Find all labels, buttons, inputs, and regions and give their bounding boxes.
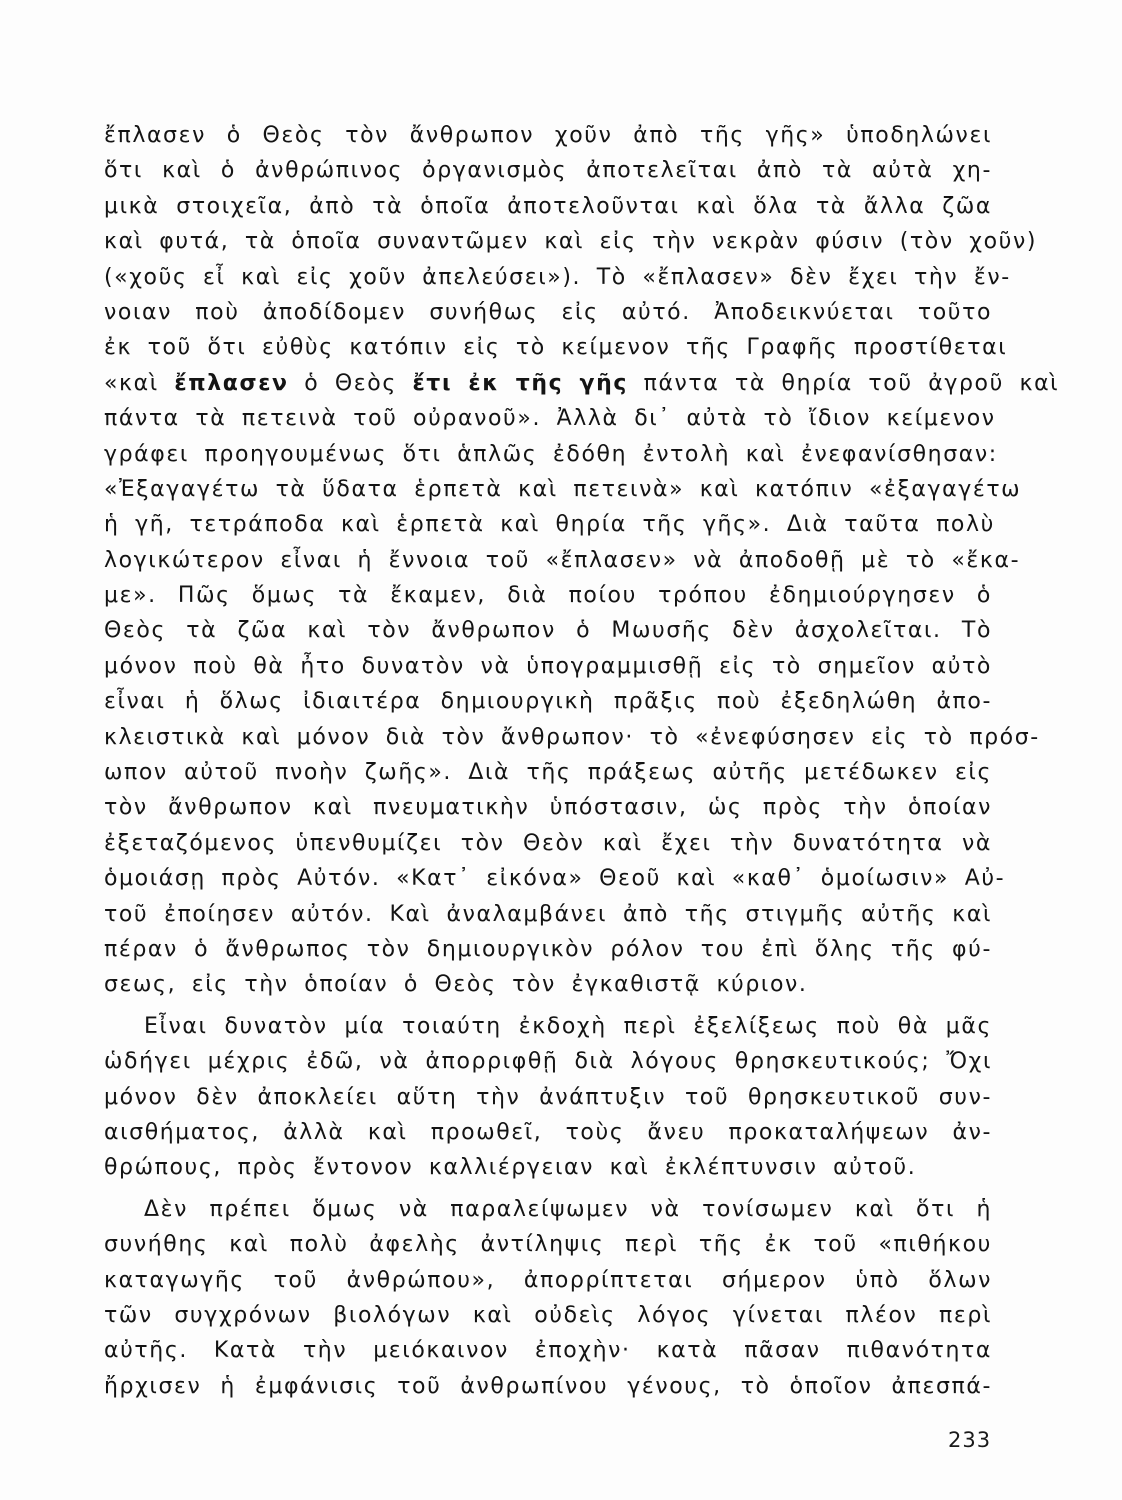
text-line: μόνον δὲν ἀποκλείει αὕτη τὴν ἀνάπτυξιν τοῦ θρησκευτικοῦ συν- xyxy=(104,1084,992,1110)
text-line: τὸν ἄνθρωπον καὶ πνευματικὴν ὑπόστασιν, ὡς πρὸς τὴν ὁποίαν xyxy=(104,795,992,821)
paragraph xyxy=(104,1009,992,1186)
text-line: ἐκ τοῦ ὅτι εὐθὺς κατόπιν εἰς τὸ κείμενον τῆς Γραφῆς προστίθεται xyxy=(104,335,1008,361)
text-line: νοιαν ποὺ ἀποδίδομεν συνήθως εἰς αὐτό. Ἀποδεικνύεται τοῦτο xyxy=(104,299,992,325)
text-line: Θεὸς τὰ ζῶα καὶ τὸν ἄνθρωπον ὁ Μωυσῆς δὲν ἀσχολεῖται. Τὸ xyxy=(104,618,992,644)
text-line: πάντα τὰ πετεινὰ τοῦ οὐρανοῦ». Ἀλλὰ δι᾿ αὐτὰ τὸ ἴδιον κείμενον xyxy=(104,406,996,432)
text-line: ωπον αὐτοῦ πνοὴν ζωῆς». Διὰ τῆς πράξεως αὐτῆς μετέδωκεν εἰς xyxy=(104,760,992,786)
text-segment: πάντα τὰ θηρία τοῦ ἀγροῦ καὶ xyxy=(628,370,1060,396)
text-line: γράφει προηγουμένως ὅτι ἁπλῶς ἐδόθη ἐντολὴ καὶ ἐνεφανίσθησαν: xyxy=(104,441,998,467)
text-line: με». Πῶς ὅμως τὰ ἔκαμεν, διὰ ποίου τρόπου ἐδημιούργησεν ὁ xyxy=(104,583,992,609)
text-line: σεως, εἰς τὴν ὁποίαν ὁ Θεὸς τὸν ἐγκαθιστᾷ κύριον. xyxy=(104,972,808,998)
text-line: Δὲν πρέπει ὅμως νὰ παραλείψωμεν νὰ τονίσωμεν καὶ ὅτι ἡ xyxy=(144,1196,992,1222)
text-line: ἐξεταζόμενος ὑπενθυμίζει τὸν Θεὸν καὶ ἔχει τὴν δυνατότητα νὰ xyxy=(104,830,992,856)
bold-phrase: ἔτι ἐκ τῆς γῆς xyxy=(412,370,628,396)
text-line: μικὰ στοιχεῖα, ἀπὸ τὰ ὁποῖα ἀποτελοῦνται καὶ ὅλα τὰ ἄλλα ζῶα xyxy=(104,193,992,219)
text-line: πέραν ὁ ἄνθρωπος τὸν δημιουργικὸν ρόλον του ἐπὶ ὅλης τῆς φύ- xyxy=(104,936,992,962)
bold-phrase: ἔπλασεν xyxy=(174,370,289,396)
text-segment: ὁ Θεὸς xyxy=(288,370,413,396)
text-line: καὶ φυτά, τὰ ὁποῖα συναντῶμεν καὶ εἰς τὴν νεκρὰν φύσιν (τὸν χοῦν) xyxy=(104,229,1038,255)
text-line: τῶν συγχρόνων βιολόγων καὶ οὐδεὶς λόγος γίνεται πλέον περὶ xyxy=(104,1302,992,1328)
text-line: «Ἐξαγαγέτω τὰ ὕδατα ἑρπετὰ καὶ πετεινὰ» καὶ κατόπιν «ἐξαγαγέτω xyxy=(104,476,1022,502)
text-line: ἡ γῆ, τετράποδα καὶ ἑρπετὰ καὶ θηρία τῆς γῆς». Διὰ ταῦτα πολὺ xyxy=(104,512,995,538)
text-line: εἶναι ἡ ὅλως ἰδιαιτέρα δημιουργικὴ πρᾶξις ποὺ ἐξεδηλώθη ἀπο- xyxy=(104,689,992,715)
body-text xyxy=(104,118,1060,1404)
text-line: αὐτῆς. Κατὰ τὴν μειόκαινον ἐποχὴν· κατὰ πᾶσαν πιθανότητα xyxy=(104,1338,992,1364)
text-line: λογικώτερον εἶναι ἡ ἔννοια τοῦ «ἔπλασεν» νὰ ἀποδοθῇ μὲ τὸ «ἔκα- xyxy=(104,547,1021,573)
text-line: ὁμοιάσῃ πρὸς Αὐτόν. «Κατ᾿ εἰκόνα» Θεοῦ καὶ «καθ᾿ ὁμοίωσιν» Αὐ- xyxy=(104,866,1006,892)
text-line: αισθήματος, ἀλλὰ καὶ προωθεῖ, τοὺς ἄνευ προκαταλήψεων ἀν- xyxy=(104,1119,992,1145)
text-line: («χοῦς εἶ καὶ εἰς χοῦν ἀπελεύσει»). Τὸ «ἔπλασεν» δὲν ἔχει τὴν ἔν- xyxy=(104,264,1011,290)
text-line: συνήθης καὶ πολὺ ἀφελὴς ἀντίληψις περὶ τῆς ἐκ τοῦ «πιθήκου xyxy=(104,1232,992,1258)
text-line: ἔπλασεν ὁ Θεὸς τὸν ἄνθρωπον χοῦν ἀπὸ τῆς γῆς» ὑποδηλώνει xyxy=(104,123,992,148)
text-line: ὡδήγει μέχρις ἐδῶ, νὰ ἀπορριφθῇ διὰ λόγους θρησκευτικούς; Ὄχι xyxy=(104,1049,992,1075)
page-number: 233 xyxy=(948,1428,992,1452)
text-line: μόνον ποὺ θὰ ἦτο δυνατὸν νὰ ὑπογραμμισθῇ εἰς τὸ σημεῖον αὐτὸ xyxy=(104,653,992,679)
text-segment: «καὶ xyxy=(104,370,175,396)
paragraph xyxy=(104,118,1060,1003)
text-line: Εἶναι δυνατὸν μία τοιαύτη ἐκδοχὴ περὶ ἐξελίξεως ποὺ θὰ μᾶς xyxy=(144,1013,992,1039)
text-line: ὅτι καὶ ὁ ἀνθρώπινος ὀργανισμὸς ἀποτελεῖται ἀπὸ τὰ αὐτὰ χη- xyxy=(104,158,992,184)
text-line: κλειστικὰ καὶ μόνον διὰ τὸν ἄνθρωπον· τὸ «ἐνεφύσησεν εἰς τὸ πρόσ- xyxy=(104,724,1040,750)
text-line-with-bold xyxy=(104,366,1060,401)
text-line: ἤρχισεν ἡ ἐμφάνισις τοῦ ἀνθρωπίνου γένους, τὸ ὁποῖον ἀπεσπά- xyxy=(104,1373,992,1399)
text-line: θρώπους, πρὸς ἔντονον καλλιέργειαν καὶ ἐκλέπτυνσιν αὐτοῦ. xyxy=(104,1155,917,1181)
paragraph xyxy=(104,1192,992,1404)
text-line: τοῦ ἐποίησεν αὐτόν. Καὶ ἀναλαμβάνει ἀπὸ τῆς στιγμῆς αὐτῆς καὶ xyxy=(104,901,992,927)
text-line: καταγωγῆς τοῦ ἀνθρώπου», ἀπορρίπτεται σήμερον ὑπὸ ὅλων xyxy=(104,1267,992,1293)
